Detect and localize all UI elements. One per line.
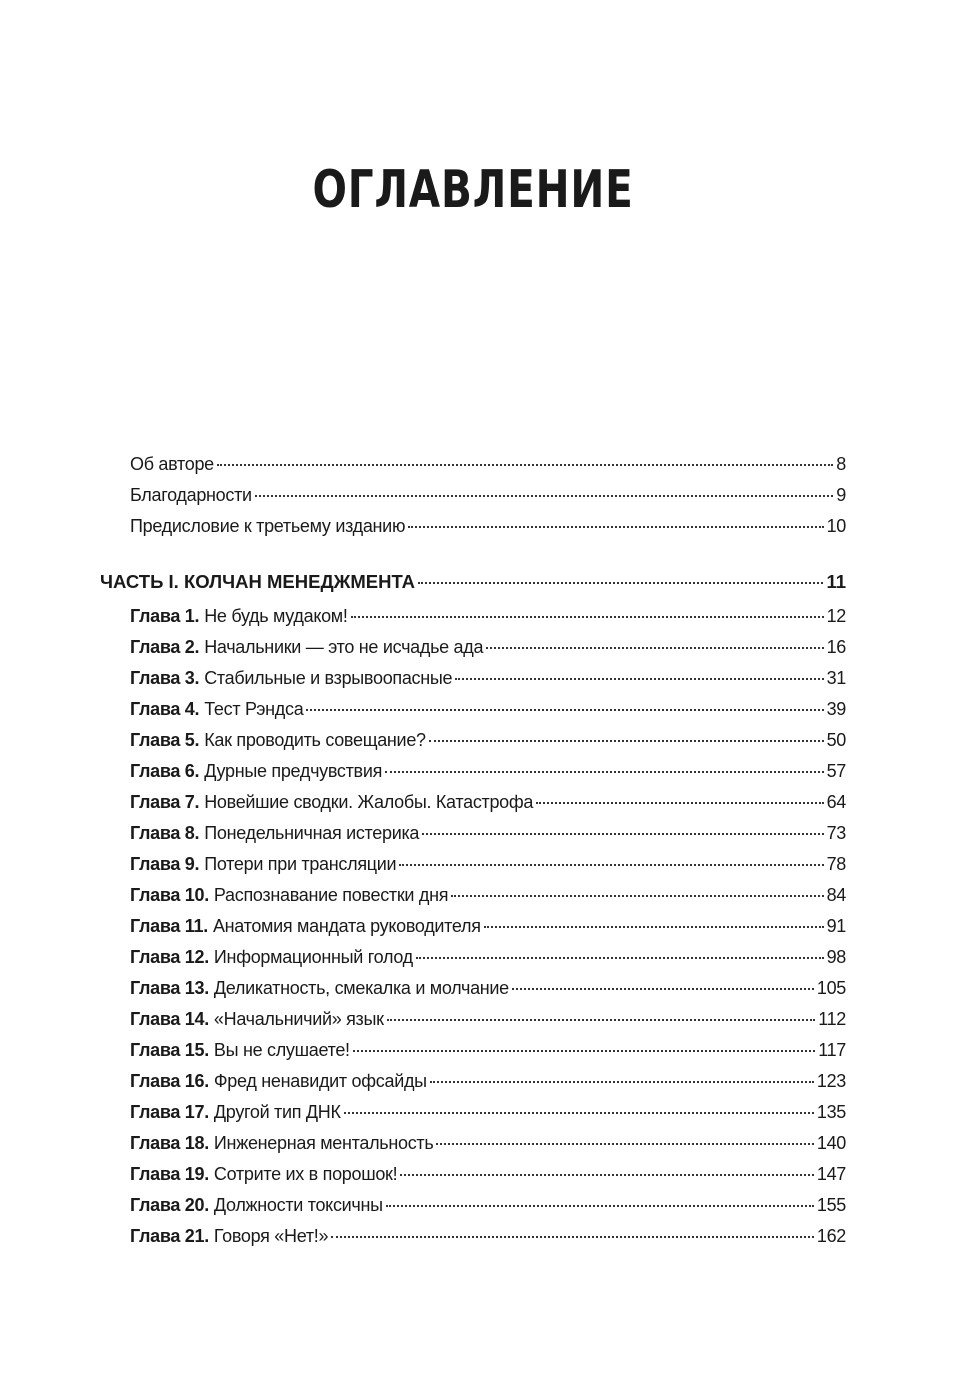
chapter-page-number: 12	[826, 606, 846, 626]
dot-leader	[429, 740, 824, 742]
chapter-number: Глава 10.	[130, 885, 209, 905]
chapter-page-number: 50	[826, 730, 846, 750]
chapter-page-number: 155	[816, 1195, 846, 1215]
chapter-entry[interactable]	[100, 1004, 846, 1035]
chapter-number: Глава 13.	[130, 978, 209, 998]
chapter-page-number: 73	[826, 823, 846, 843]
chapter-page-number: 98	[826, 947, 846, 967]
chapter-entry[interactable]	[100, 1097, 846, 1128]
chapter-number: Глава 4.	[130, 699, 200, 719]
dot-leader	[486, 647, 823, 649]
chapter-title: Вы не слушаете!	[213, 1040, 350, 1060]
toc-entry[interactable]	[100, 449, 846, 480]
page-title: ОГЛАВЛЕНИЕ	[312, 160, 634, 220]
chapter-entry[interactable]	[100, 694, 846, 725]
chapter-entry[interactable]	[100, 942, 846, 973]
chapter-number: Глава 19.	[130, 1164, 209, 1184]
chapter-entry[interactable]	[100, 601, 846, 632]
chapter-entry[interactable]	[100, 1221, 846, 1252]
chapter-number: Глава 15.	[130, 1040, 209, 1060]
chapter-entry[interactable]	[100, 756, 846, 787]
chapter-page-number: 64	[826, 792, 846, 812]
chapter-title: Начальники — это не исчадье ада	[204, 637, 484, 657]
chapter-page-number: 91	[826, 916, 846, 936]
chapter-entry[interactable]	[100, 880, 846, 911]
chapter-title: Тест Рэндса	[204, 699, 304, 719]
chapter-entry[interactable]	[100, 787, 846, 818]
chapter-entry[interactable]	[100, 1035, 846, 1066]
dot-leader	[306, 709, 823, 711]
dot-leader	[331, 1236, 814, 1238]
chapter-title: Фред ненавидит офсайды	[213, 1071, 427, 1091]
dot-leader	[484, 926, 824, 928]
dot-leader	[344, 1112, 814, 1114]
chapter-title: «Начальничий» язык	[213, 1009, 384, 1029]
chapter-title: Информационный голод	[213, 947, 413, 967]
chapter-title: Другой тип ДНК	[213, 1102, 341, 1122]
toc-entry[interactable]	[100, 511, 846, 542]
entry-title: Благодарности	[130, 485, 252, 505]
chapter-entry[interactable]	[100, 725, 846, 756]
chapter-page-number: 162	[816, 1226, 846, 1246]
chapter-entry[interactable]	[100, 911, 846, 942]
entry-title: Об авторе	[130, 454, 214, 474]
dot-leader	[455, 678, 823, 680]
dot-leader	[385, 771, 824, 773]
toc-entry[interactable]	[100, 480, 846, 511]
chapter-page-number: 140	[816, 1133, 846, 1153]
chapter-entry[interactable]	[100, 632, 846, 663]
table-of-contents	[100, 449, 846, 1252]
part-title: ЧАСТЬ I. КОЛЧАН МЕНЕДЖМЕНТА	[100, 571, 415, 592]
chapter-number: Глава 21.	[130, 1226, 209, 1246]
chapter-number: Глава 16.	[130, 1071, 209, 1091]
chapter-title: Сотрите их в порошок!	[213, 1164, 398, 1184]
chapter-entry[interactable]	[100, 1190, 846, 1221]
chapter-entry[interactable]	[100, 1066, 846, 1097]
chapter-page-number: 147	[816, 1164, 846, 1184]
dot-leader	[217, 464, 833, 466]
chapter-number: Глава 2.	[130, 637, 200, 657]
chapter-page-number: 57	[826, 761, 846, 781]
chapter-page-number: 84	[826, 885, 846, 905]
chapter-entry[interactable]	[100, 818, 846, 849]
chapter-entry[interactable]	[100, 1128, 846, 1159]
dot-leader	[430, 1081, 814, 1083]
dot-leader	[436, 1143, 813, 1145]
chapter-entry[interactable]	[100, 849, 846, 880]
chapter-number: Глава 14.	[130, 1009, 209, 1029]
chapter-number: Глава 1.	[130, 606, 200, 626]
chapter-title: Говоря «Нет!»	[213, 1226, 329, 1246]
dot-leader	[351, 616, 824, 618]
entry-page-number: 9	[836, 485, 846, 505]
chapter-number: Глава 6.	[130, 761, 200, 781]
chapter-number: Глава 12.	[130, 947, 209, 967]
chapter-title: Распознавание повестки дня	[213, 885, 449, 905]
chapter-entry[interactable]	[100, 1159, 846, 1190]
part-page-number: 11	[826, 571, 846, 592]
dot-leader	[512, 988, 814, 990]
chapter-page-number: 31	[826, 668, 846, 688]
chapter-number: Глава 3.	[130, 668, 200, 688]
dot-leader	[418, 582, 823, 584]
chapter-title: Потери при трансляции	[204, 854, 397, 874]
dot-leader	[255, 495, 833, 497]
chapter-page-number: 135	[816, 1102, 846, 1122]
entry-page-number: 8	[836, 454, 846, 474]
dot-leader	[353, 1050, 815, 1052]
dot-leader	[422, 833, 823, 835]
chapter-title: Как проводить совещание?	[204, 730, 426, 750]
chapter-number: Глава 11.	[130, 916, 208, 936]
chapter-title: Новейшие сводки. Жалобы. Катастрофа	[204, 792, 534, 812]
chapter-title: Инженерная ментальность	[213, 1133, 434, 1153]
chapter-title: Деликатность, смекалка и молчание	[213, 978, 509, 998]
part-heading[interactable]	[100, 566, 846, 597]
chapter-page-number: 78	[826, 854, 846, 874]
chapter-number: Глава 18.	[130, 1133, 209, 1153]
dot-leader	[416, 957, 824, 959]
chapter-page-number: 105	[816, 978, 846, 998]
dot-leader	[386, 1205, 814, 1207]
dot-leader	[399, 864, 823, 866]
dot-leader	[536, 802, 823, 804]
front-matter-list	[100, 449, 846, 542]
dot-leader	[400, 1174, 814, 1176]
entry-page-number: 10	[826, 516, 846, 536]
chapter-page-number: 123	[816, 1071, 846, 1091]
chapter-page-number: 16	[826, 637, 846, 657]
chapter-number: Глава 20.	[130, 1195, 209, 1215]
chapter-title: Стабильные и взрывоопасные	[204, 668, 453, 688]
chapter-title: Не будь мудаком!	[204, 606, 348, 626]
chapter-title: Понедельничная истерика	[204, 823, 420, 843]
entry-title: Предисловие к третьему изданию	[130, 516, 406, 536]
chapter-title: Анатомия мандата руководителя	[212, 916, 481, 936]
dot-leader	[408, 526, 823, 528]
chapter-number: Глава 17.	[130, 1102, 209, 1122]
chapter-list	[100, 601, 846, 1252]
chapter-number: Глава 8.	[130, 823, 200, 843]
chapter-title: Дурные предчувствия	[204, 761, 383, 781]
chapter-page-number: 117	[818, 1040, 846, 1060]
chapter-number: Глава 7.	[130, 792, 200, 812]
chapter-number: Глава 5.	[130, 730, 200, 750]
chapter-entry[interactable]	[100, 973, 846, 1004]
dot-leader	[387, 1019, 815, 1021]
chapter-entry[interactable]	[100, 663, 846, 694]
chapter-page-number: 39	[826, 699, 846, 719]
dot-leader	[451, 895, 823, 897]
chapter-page-number: 112	[818, 1009, 846, 1029]
chapter-title: Должности токсичны	[213, 1195, 383, 1215]
chapter-number: Глава 9.	[130, 854, 200, 874]
